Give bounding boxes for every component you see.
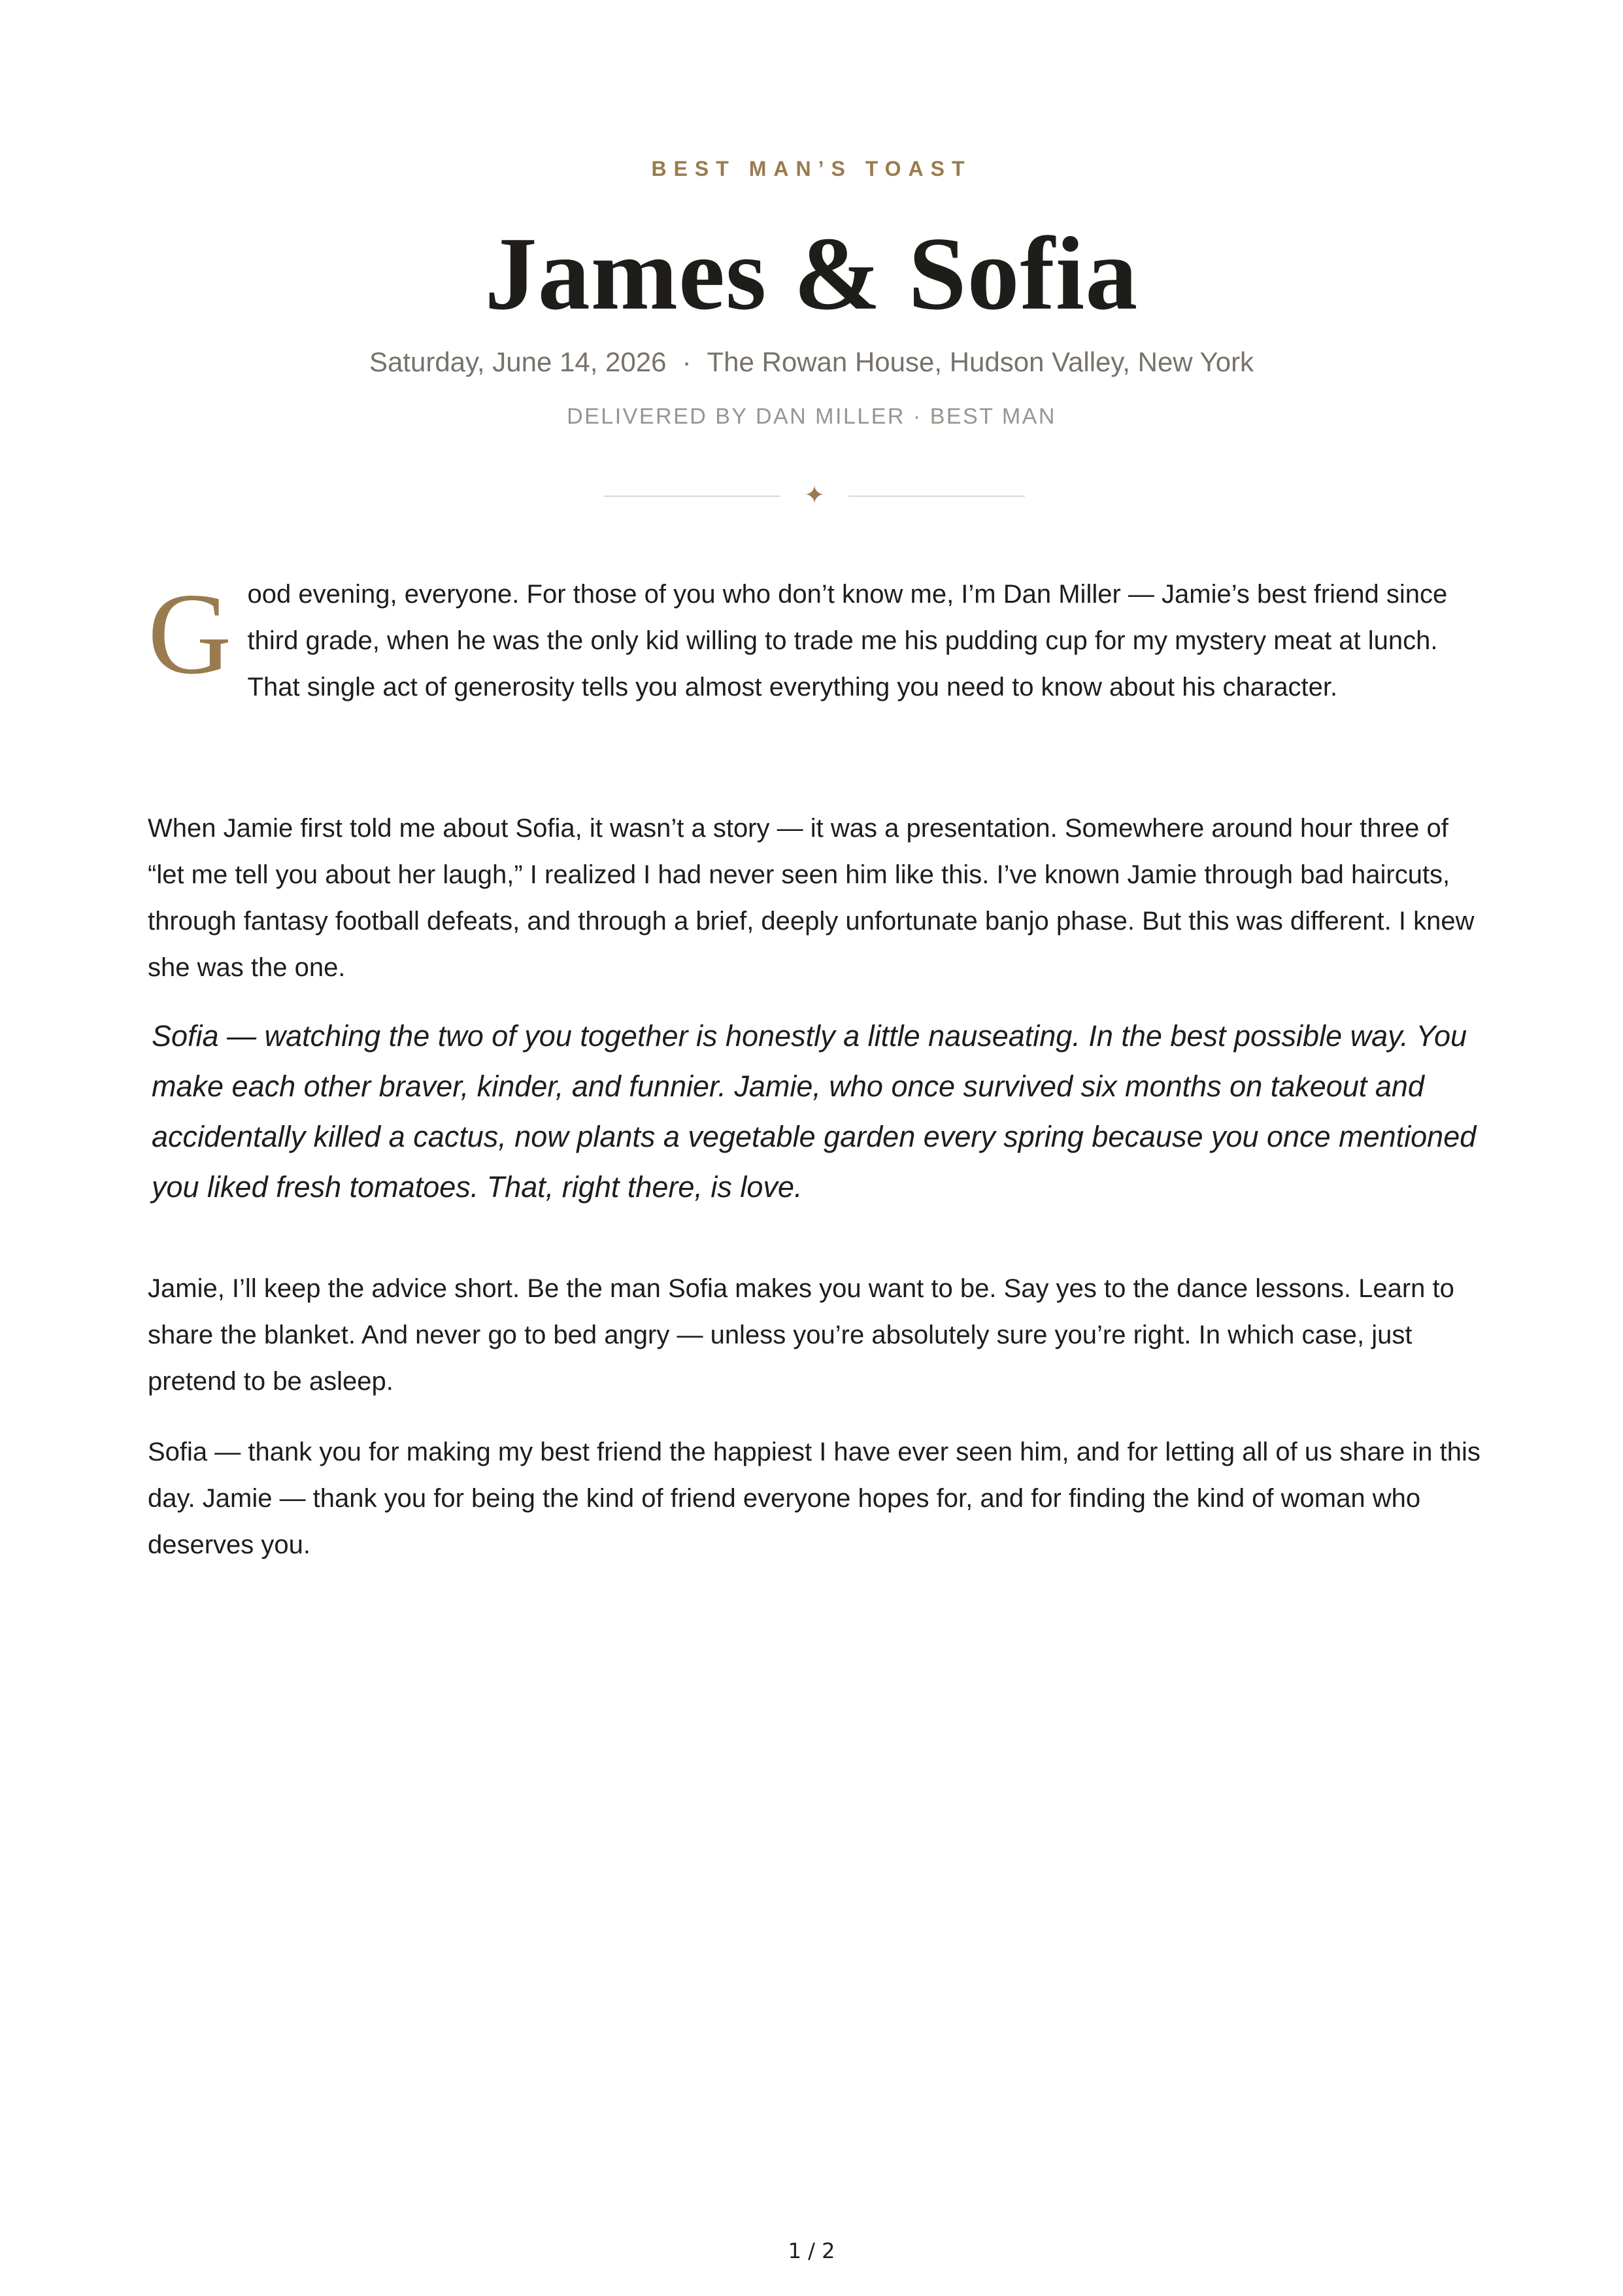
pull-quote: Sofia — watching the two of you together is honestly a little nauseating. In the best possible way. You make each other braver, kinder, and funnier. Jamie, who once survived six months on takeout and accidentally killed a cactus, now plants a vegetable garden every spring because you once mentioned you liked fresh tomatoes. That, right there, is love. bbox=[152, 1019, 1477, 1204]
divider-line-right bbox=[848, 496, 1025, 497]
eyebrow-label: BEST MAN’S TOAST bbox=[651, 157, 972, 180]
ornamental-divider bbox=[0, 482, 1623, 509]
page-number: 1 / 2 bbox=[788, 2238, 835, 2263]
speech-paragraph-4: Sofia — thank you for making my best friend the happiest I have ever seen him, and for letting all of us share in this day. Jamie — thank you for being the kind of friend everyone hopes for, and for finding the kind of woman who deserves you. bbox=[148, 1438, 1481, 1559]
separator-dot: · bbox=[682, 346, 692, 377]
sparkle-icon: ✦ bbox=[804, 482, 825, 509]
divider-line-left bbox=[604, 496, 780, 497]
speech-paragraph-2: When Jamie first told me about Sofia, it wasn’t a story — it was a presentation. Somewhere around hour three of “let me tell you about her laugh,” I realized I had never seen him like this. I’ve known Jamie through bad haircuts, through fantasy football defeats, and through a brief, deeply unfortunate banjo phase. But this was different. I knew she was the one. bbox=[148, 814, 1475, 982]
delivered-by: DELIVERED BY DAN MILLER · BEST MAN bbox=[567, 404, 1056, 429]
event-date: Saturday, June 14, 2026 bbox=[369, 346, 667, 377]
page-title: James & Sofia bbox=[484, 215, 1139, 331]
event-details bbox=[0, 346, 1623, 378]
opening-text: ood evening, everyone. For those of you who don’t know me, I’m Dan Miller — Jamie’s best friend since third grade, when he was the only kid willing to trade me his pudding cup for my mystery meat at lunch. That single act of generosity tells you almost everything you need to know about his character. bbox=[247, 580, 1448, 701]
event-venue: The Rowan House, Hudson Valley, New York bbox=[707, 346, 1254, 377]
speech-paragraph-3: Jamie, I’ll keep the advice short. Be the man Sofia makes you want to be. Say yes to the dance lessons. Learn to share the blanket. And never go to bed angry — unless you’re absolutely sure you’re right. In which case, just pretend to be asleep. bbox=[148, 1274, 1454, 1396]
speech-paragraph-opening bbox=[148, 571, 1481, 711]
drop-cap: G bbox=[148, 569, 232, 698]
